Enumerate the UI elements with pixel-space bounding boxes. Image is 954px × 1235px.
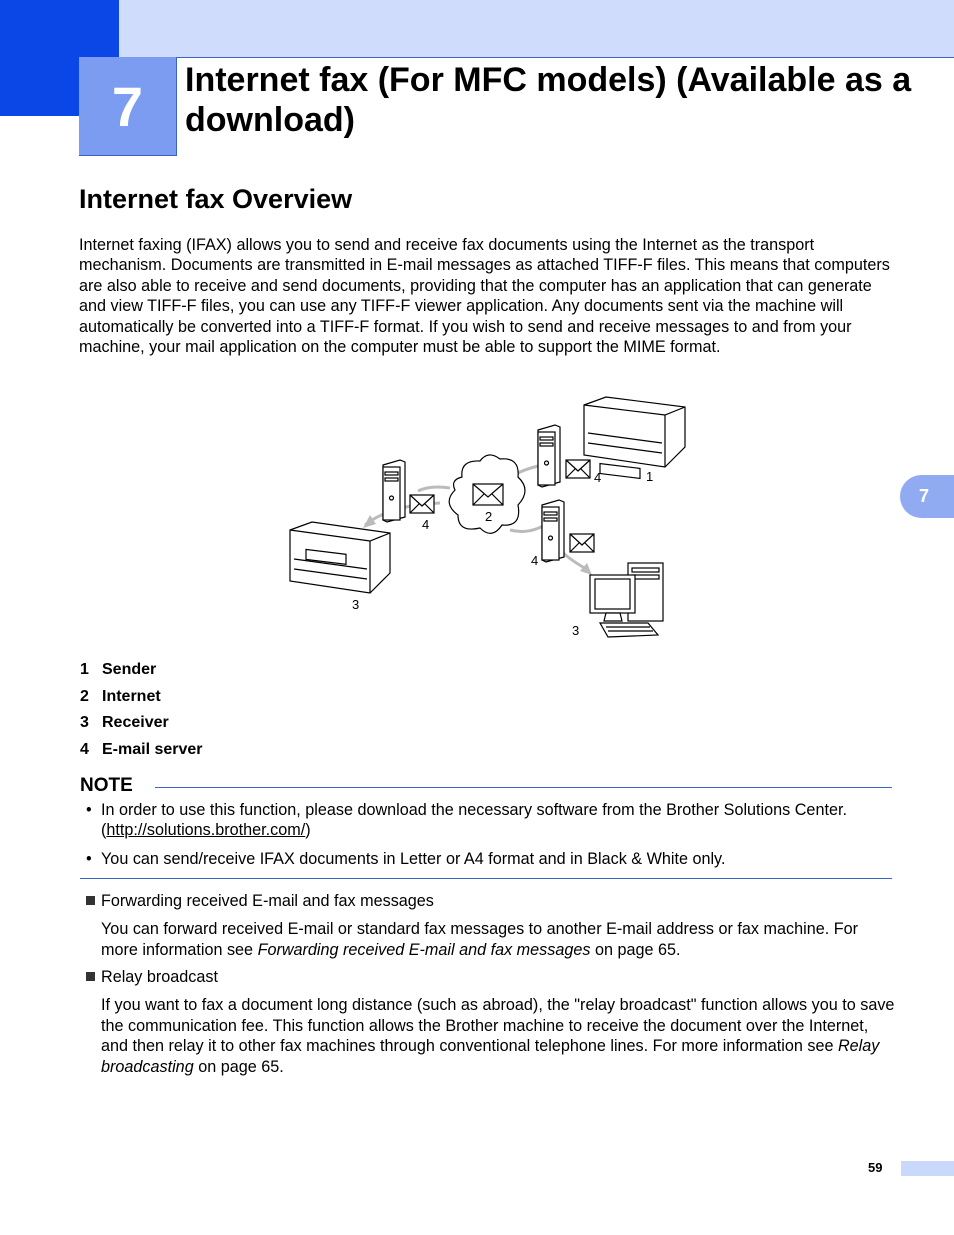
cross-reference[interactable]: Relay broadcasting xyxy=(101,1037,880,1076)
server-top-icon xyxy=(538,425,560,487)
note-rule xyxy=(155,787,892,788)
receiver-machine-icon xyxy=(290,522,390,593)
server-bottom-icon xyxy=(542,500,564,562)
feature-title: Relay broadcast xyxy=(86,967,896,987)
feature-relay xyxy=(86,967,896,1077)
chapter-number: 7 xyxy=(79,57,177,156)
diagram-legend xyxy=(80,661,203,767)
note-heading: NOTE xyxy=(80,775,892,797)
label-receiver-printer: 3 xyxy=(352,597,360,612)
page-number-bar xyxy=(901,1161,954,1176)
square-bullet-icon xyxy=(86,972,95,981)
legend-item: 2 Internet xyxy=(80,687,161,705)
note-item: • You can send/receive IFAX documents in Letter or A4 format and in Black & White only. xyxy=(86,849,726,868)
feature-body: You can forward received E-mail or standard fax messages to another E-mail address or fax machine. For more information see Forwarding received E-mail and fax messages on page 65. xyxy=(101,920,858,959)
feature-title: Forwarding received E-mail and fax messages xyxy=(86,891,896,911)
note-end-rule xyxy=(80,878,892,879)
label-server-left: 4 xyxy=(422,517,430,532)
header-band xyxy=(119,0,954,58)
note-list xyxy=(86,800,896,877)
label-sender: 1 xyxy=(646,469,654,484)
note-item: • In order to use this function, please download the necessary software from the Brother Solutions Center. (http://solutions.brother.com/) xyxy=(86,801,847,840)
label-server-bottom: 4 xyxy=(531,553,539,568)
envelope-icon-left xyxy=(410,495,434,513)
label-internet: 2 xyxy=(485,509,493,524)
square-bullet-icon xyxy=(86,896,95,905)
intro-paragraph: Internet faxing (IFAX) allows you to send and receive fax documents using the Internet as the transport mechanism. Documents are transmitted in E-mail messages as attached TIFF-F files. This means that computers are also able to receive and send documents, providing that the computer has an application that can generate and view TIFF-F files, you can use any TIFF-F viewer application. Any documents sent via the machine will automatically be converted into a TIFF-F format. If you wish to send and receive messages to and from your machine, your mail application on the computer must be able to support the MIME format. xyxy=(79,236,890,357)
solutions-center-link[interactable]: http://solutions.brother.com/ xyxy=(106,821,306,840)
section-title: Internet fax Overview xyxy=(79,184,353,214)
feature-forwarding xyxy=(86,891,896,960)
envelope-icon-bottom xyxy=(570,534,594,552)
legend-item: 3 Receiver xyxy=(80,714,169,731)
receiver-pc-icon xyxy=(590,563,663,637)
feature-body: If you want to fax a document long distance (such as abroad), the "relay broadcast" function allows you to save the communication fee. This function allows the Brother machine to receive the document over the Internet, and then relay it to other fax machines through conventional telephone lines. For more information see Relay broadcasting on page 65. xyxy=(101,996,895,1076)
page-number: 59 xyxy=(868,1160,883,1175)
legend-item: 1 Sender xyxy=(80,661,157,678)
label-server-top: 4 xyxy=(594,470,602,485)
chapter-title: Internet fax (For MFC models) (Available as a download) xyxy=(185,61,912,139)
label-receiver-pc: 3 xyxy=(572,623,580,638)
ifax-diagram xyxy=(270,385,690,650)
sender-machine-icon xyxy=(584,397,685,478)
envelope-icon-top xyxy=(566,460,590,478)
legend-item: 4 E-mail server xyxy=(80,740,203,758)
chapter-side-tab[interactable]: 7 xyxy=(900,475,954,518)
cross-reference[interactable]: Forwarding received E-mail and fax messages xyxy=(257,940,591,959)
server-left-icon xyxy=(383,460,405,522)
